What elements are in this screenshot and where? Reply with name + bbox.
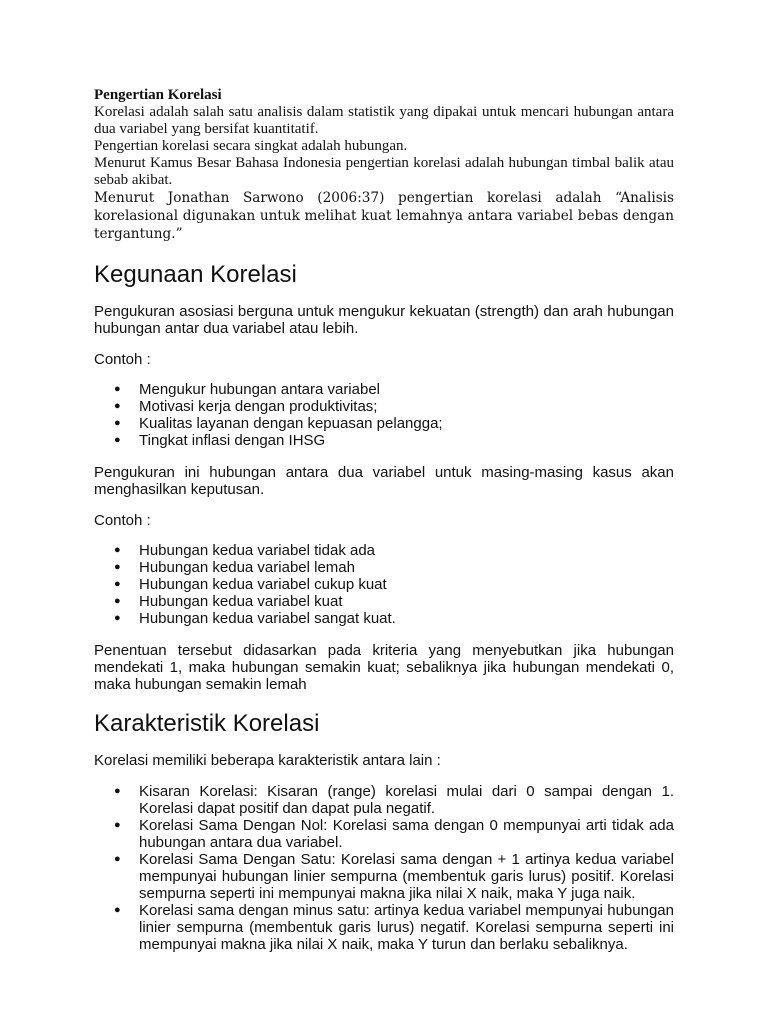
contoh-list-1 xyxy=(94,381,674,449)
list-item: ● Hubungan kedua variabel sangat kuat. xyxy=(114,610,396,627)
intro-paragraph: Pengertian korelasi secara singkat adalah hubungan. xyxy=(94,138,408,154)
karakteristik-list xyxy=(94,783,674,953)
intro-paragraph: Korelasi adalah salah satu analisis dalam statistik yang dipakai untuk mencari hubungan antara dua variabel yang bersifat kuantitatif. xyxy=(94,104,674,137)
list-item: ● Hubungan kedua variabel kuat xyxy=(114,593,343,610)
intro-quote: Menurut Jonathan Sarwono (2006:37) pengertian korelasi adalah “Analisis korelasional digunakan untuk melihat kuat lemahnya antara variabel bebas dengan tergantung.” xyxy=(94,190,674,242)
intro-title: Pengertian Korelasi xyxy=(94,87,222,103)
kegunaan-heading: Kegunaan Korelasi xyxy=(94,261,297,288)
intro-paragraph: Menurut Kamus Besar Bahasa Indonesia pengertian korelasi adalah hubungan timbal balik atau sebab akibat. xyxy=(94,155,674,188)
list-item: ● Kualitas layanan dengan kepuasan pelangga; xyxy=(114,415,443,432)
karakteristik-section xyxy=(94,752,674,953)
list-item: ● Hubungan kedua variabel tidak ada xyxy=(114,542,376,559)
contoh-label: Contoh : xyxy=(94,351,151,368)
list-item: ● Hubungan kedua variabel lemah xyxy=(114,559,355,576)
list-item: ● Korelasi sama dengan minus satu: artinya kedua variabel mempunyai hubungan linier sempurna (membentuk garis lurus) negatif. Korelasi sempurna seperti ini mempunyai makna jika nilai X naik, maka Y turun dan berlaku sebaliknya. xyxy=(114,902,674,953)
list-item: ● Korelasi Sama Dengan Nol: Korelasi sama dengan 0 mempunyai arti tidak ada hubungan antara dua variabel. xyxy=(114,817,674,851)
karakteristik-paragraph: Korelasi memiliki beberapa karakteristik antara lain : xyxy=(94,752,441,769)
kegunaan-paragraph: Pengukuran asosiasi berguna untuk mengukur kekuatan (strength) dan arah hubungan hubungan antar dua variabel atau lebih. xyxy=(94,303,674,337)
kegunaan-section xyxy=(94,303,674,693)
list-item: ● Kisaran Korelasi: Kisaran (range) korelasi mulai dari 0 sampai dengan 1. Korelasi dapat positif dan dapat pula negatif. xyxy=(114,783,674,817)
list-item: ● Mengukur hubungan antara variabel xyxy=(114,381,381,398)
list-item: ● Hubungan kedua variabel cukup kuat xyxy=(114,576,387,593)
intro-section xyxy=(94,87,674,243)
list-item: ● Tingkat inflasi dengan IHSG xyxy=(114,432,326,449)
contoh-label: Contoh : xyxy=(94,512,151,529)
kegunaan-paragraph: Penentuan tersebut didasarkan pada kriteria yang menyebutkan jika hubungan mendekati 1, maka hubungan semakin kuat; sebaliknya jika hubungan mendekati 0, maka hubungan semakin lemah xyxy=(94,642,674,693)
karakteristik-heading: Karakteristik Korelasi xyxy=(94,710,320,737)
kegunaan-paragraph: Pengukuran ini hubungan antara dua variabel untuk masing-masing kasus akan menghasilkan keputusan. xyxy=(94,464,674,498)
list-item: ● Korelasi Sama Dengan Satu: Korelasi sama dengan + 1 artinya kedua variabel mempunyai hubungan linier sempurna (membentuk garis lurus) positif. Korelasi sempurna seperti ini mempunyai makna jika nilai X naik, maka Y juga naik. xyxy=(114,851,674,902)
contoh-list-2 xyxy=(94,542,674,627)
list-item: ● Motivasi kerja dengan produktivitas; xyxy=(114,398,378,415)
